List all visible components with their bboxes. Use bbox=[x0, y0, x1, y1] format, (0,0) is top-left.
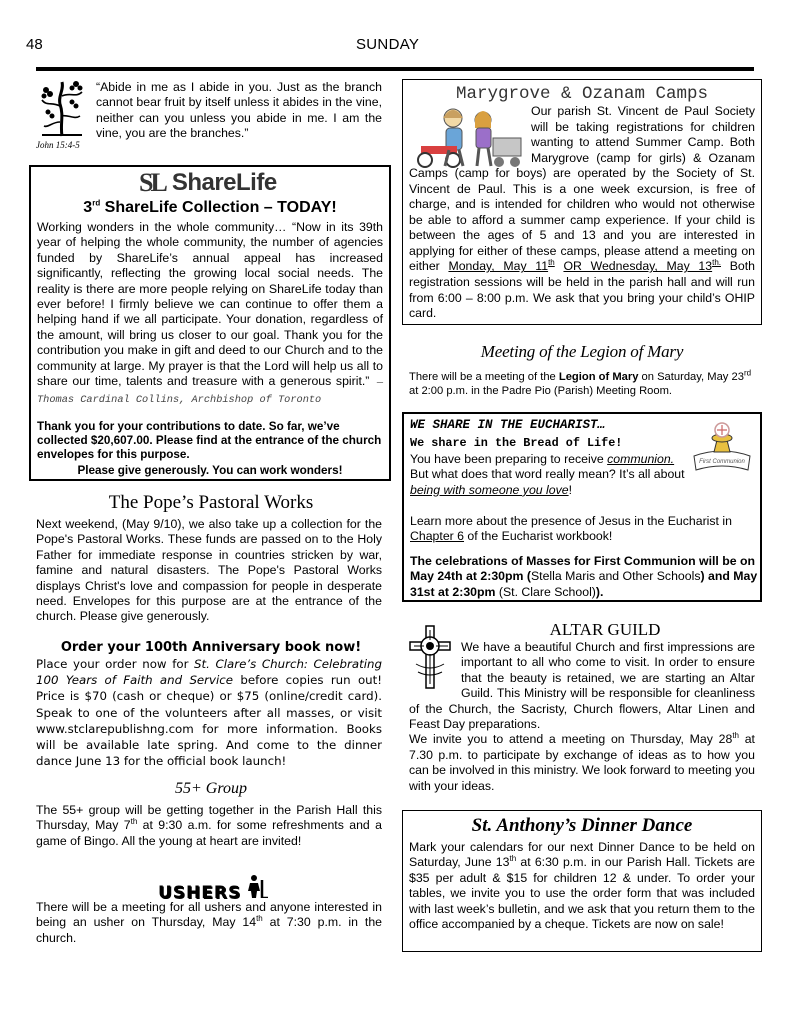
page-header-title: SUNDAY bbox=[356, 36, 420, 53]
altar-title: ALTAR GUILD bbox=[549, 620, 661, 639]
group55-title: 55+ Group bbox=[175, 780, 247, 797]
dance-body: Mark your calendars for our next Dinner Dance to be held on Saturday, June 13th at 6:30 p.m. in our Parish Hall. Tickets are $35 per adult & $15 for children 12 & under. To order your tables, we invite you to use the order form that was included with last week’s bulletin, and we ask that you return them to the office accompanied by a cheque. Tickets are now on sale! bbox=[409, 840, 755, 932]
eucharist-box bbox=[402, 412, 762, 602]
dance-title: St. Anthony’s Dinner Dance bbox=[471, 815, 693, 836]
popes-body: Next weekend, (May 9/10), we also take up a collection for the Pope's Pastoral Works. These funds are passed on to the Holy Father for immediate response in countries stricken by war, famine and natural disasters. The Pope's Pastoral Works displays Christ's love and compassion for people in desperate need. Envelopes for this purpose are at the entrance of the church. Please give generously. bbox=[36, 517, 382, 624]
camps-body: Our parish St. Vincent de Paul Society will be taking registrations for children wanting to attend Summer Camp. Both Marygrove (camp for girls) & Ozanam Camps (camp for boys) are operated by the Society of St. Vincent de Paul. This is a one week excursion, is free of charge, and is intended for children who would not otherwise be able to afford a summer camp experience. If your child is between the ages of 5 and 13 and you are interested in applying for either of these camps, please attend a meeting on either Monday, May 11th OR Wednesday, May $13^{th.}$ Both registration sessions will be held in the parish hall and will run from 6:00 – 8:00 p.m. We ask that you bring your child’s OHIP card. bbox=[409, 104, 755, 321]
header-rule bbox=[36, 67, 754, 71]
anniversary-body: Place your order now for St. Clare’s Church: Celebrating 100 Years of Faith and Service before copies run out! Price is $70 (cash or cheque) or $75 (online/credit card). Speak to one of the volunteers after all masses, or visit www.stclarepublishng.com for more information. Books will be available late spring. And come to the dinner dance June 13 for the official book launch! bbox=[36, 657, 382, 769]
sharelife-logo: S L ShareLife bbox=[139, 168, 277, 197]
sharelife-box bbox=[29, 165, 391, 481]
dance-box bbox=[402, 810, 762, 952]
quote-text: “Abide in me as I abide in you. Just as the branch cannot bear fruit by itself unless it abides in the vine, neither can you unless you abide in me. I am the vine, you are the branches.” bbox=[96, 80, 382, 141]
group55-body: The 55+ group will be getting together in the Parish Hall this Thursday, May 7th at 9:30 a.m. for some refreshments and a game of Bingo. All the young at heart are invited! bbox=[36, 803, 382, 848]
eucharist-learn: Learn more about the presence of Jesus in the Eucharist in Chapter 6 of the Eucharist workbook! bbox=[410, 514, 732, 544]
legion-title: Meeting of the Legion of Mary bbox=[480, 342, 684, 361]
altar-body: We have a beautiful Church and first impressions are important to all who come to visit. In order to ensure that the beauty is retained, we are starting an Altar Guild. This Ministry will be responsible for cleanliness of the Church, the Sacristy, Church flowers, Altar Linen and Feast Day preparations. We invite you to attend a meeting on Thursday, May 28th at 7.30 p.m. to participate by exchange of ideas as to how you can be involved in this ministry. We look forward to meeting you with your ideas. bbox=[409, 640, 755, 793]
eucharist-title: WE SHARE IN THE EUCHARIST… bbox=[410, 418, 606, 432]
camps-title: Marygrove & Ozanam Camps bbox=[455, 84, 709, 104]
first-communion-card-icon: First Communion bbox=[690, 422, 754, 478]
anniversary-title: Order your 100th Anniversary book now! bbox=[60, 640, 362, 655]
eucharist-masses: The celebrations of Masses for First Communion will be on May 24th at 2:30pm (Stella Maris and Other Schools) and May 31st at 2:30pm (St. Clare School)). bbox=[410, 554, 758, 599]
ushers-body: There will be a meeting for all ushers and anyone interested in being an usher on Thursday, May 14th at 7:30 p.m. in the church. bbox=[36, 900, 383, 945]
popes-title: The Pope’s Pastoral Works bbox=[108, 492, 314, 513]
camps-box bbox=[402, 79, 762, 325]
sharelife-closing: Please give generously. You can work wonders! bbox=[77, 464, 343, 477]
quote-ref: John 15:4-5 bbox=[36, 140, 80, 150]
page-number: 48 bbox=[26, 36, 43, 53]
vine-icon bbox=[38, 76, 86, 138]
sharelife-thanks: Thank you for your contributions to date. So far, we’ve collected $20,607.00. Please find at the entrance of the church envelopes for this purpose. bbox=[37, 420, 382, 461]
eucharist-subtitle: We share in the Bread of Life! bbox=[410, 436, 623, 450]
sharelife-body: Working wonders in the whole community… “Now in its 39th year of helping the whole community, the number of agencies funded by ShareLife’s annual appeal has increased significantly, reflecting the growing local social needs. The reality is there are more people relying on ShareLife today than ever before! I firmly believe we can continue to offer them a helping hand if we all participate. Your donation, regardless of the amount, will bring us closer to our goal. Thank you for the contribution you make in gift and deed to our Church and to the community at large. My prayer is that the Lord will help us all to share our time, talents and treasure with a generous spirit.” —Thomas Cardinal Collins, Archbishop of Toronto bbox=[37, 220, 384, 407]
eucharist-body: You have been preparing to receive communion. But what does that word really mean? It’s all about being with someone you love! bbox=[410, 452, 685, 497]
ushers-title: USHERS bbox=[158, 874, 271, 903]
sharelife-heading: 3rd ShareLife Collection – TODAY! bbox=[83, 198, 337, 216]
legion-body: There will be a meeting of the Legion of Mary on Saturday, May 23rd at 2:00 p.m. in the Padre Pio (Parish) Meeting Room. bbox=[409, 368, 752, 397]
usher-figure-icon bbox=[245, 874, 271, 903]
